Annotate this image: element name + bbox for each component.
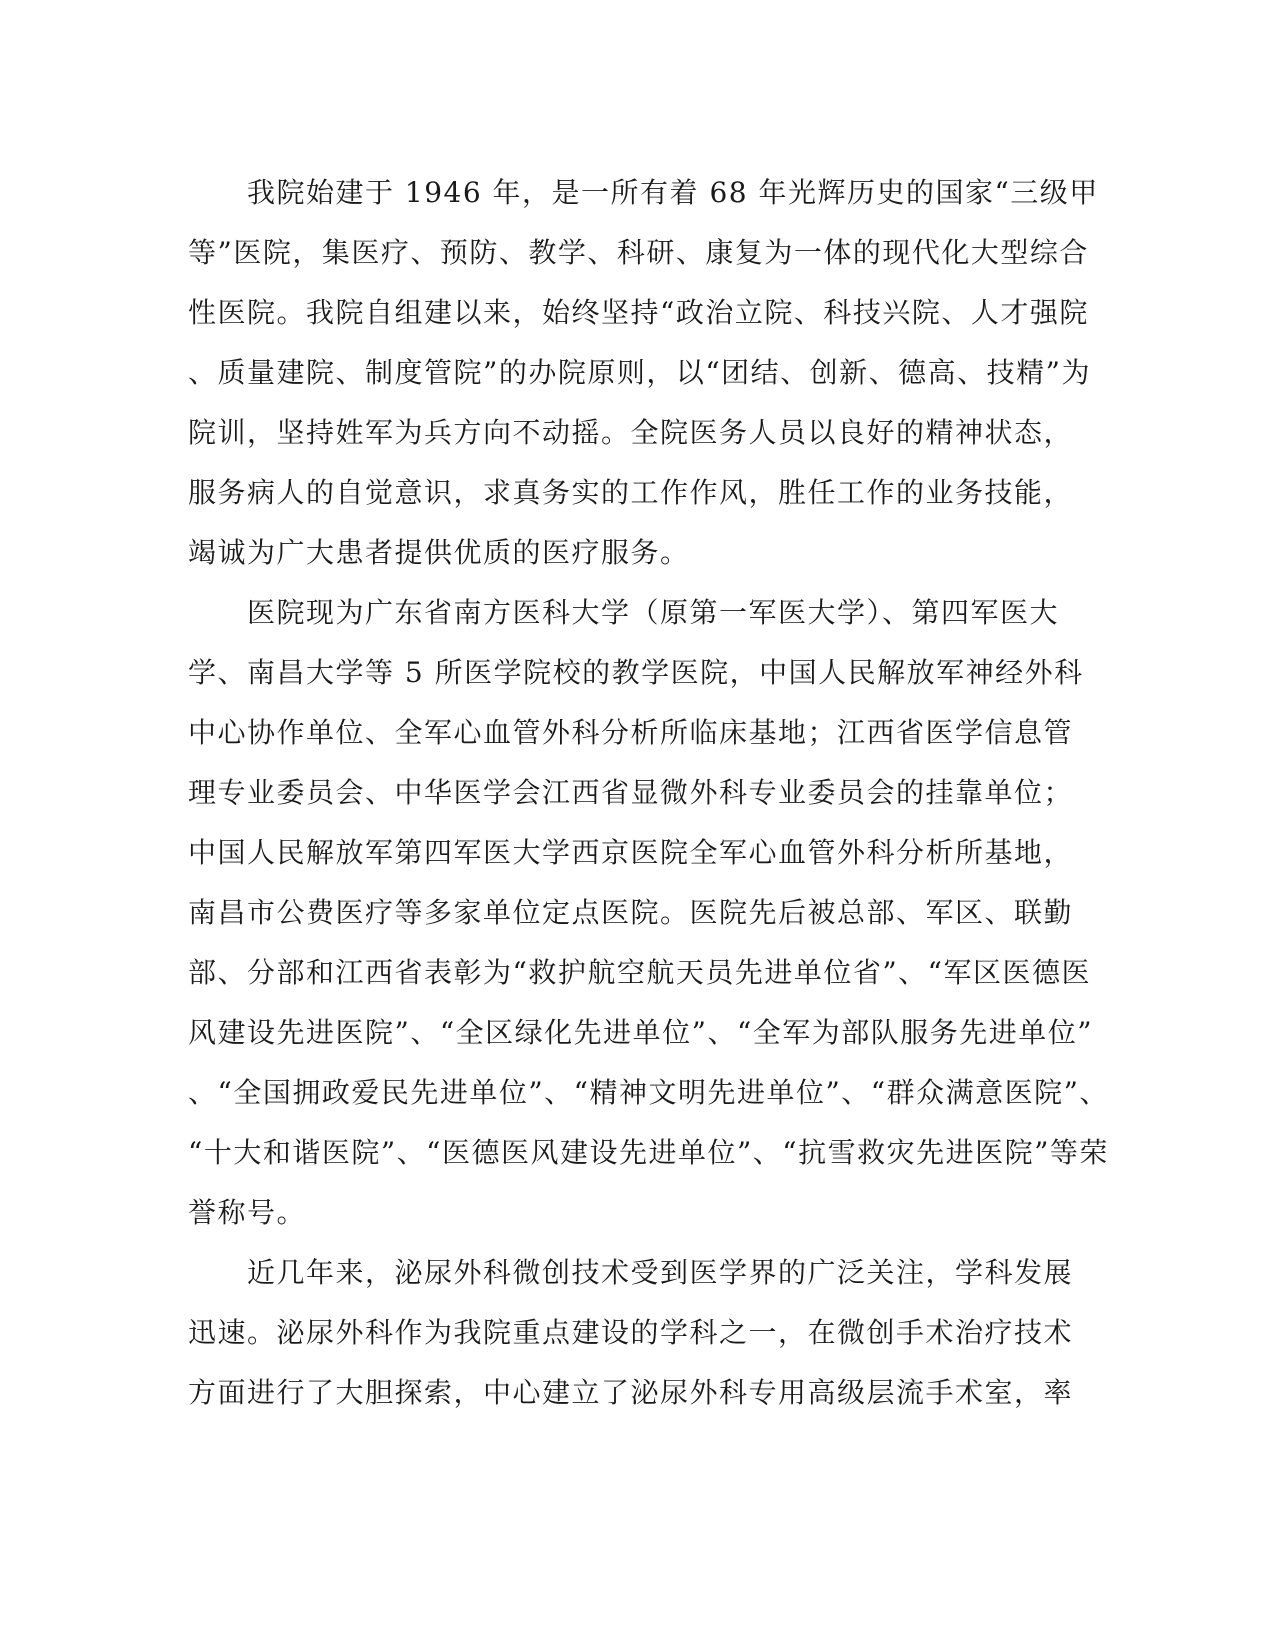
text-line: 南昌市公费医疗等多家单位定点医院。医院先后被总部、军区、联勤 (188, 896, 1074, 929)
text-line: 风建设先进医院”、“全区绿化先进单位”、“全军为部队服务先进单位” (188, 1016, 1094, 1049)
text-line: 等”医院，集医疗、预防、教学、科研、康复为一体的现代化大型综合 (188, 236, 1089, 269)
document-body (188, 163, 1109, 1423)
text-line: 理专业委员会、中华医学会江西省显微外科专业委员会的挂靠单位； (188, 776, 1074, 809)
text-line: 誉称号。 (188, 1196, 307, 1229)
text-line: 院训，坚持姓军为兵方向不动摇。全院医务人员以良好的精神状态， (188, 416, 1074, 449)
text-line: 竭诚为广大患者提供优质的医疗服务。 (188, 536, 690, 569)
text-line: 性医院。我院自组建以来，始终坚持“政治立院、科技兴院、人才强院 (188, 296, 1089, 329)
text-line: 学、南昌大学等 5 所医学院校的教学医院，中国人民解放军神经外科 (188, 656, 1084, 689)
text-line: “十大和谐医院”、“医德医风建设先进单位”、“抗雪救灾先进医院”等荣 (188, 1136, 1109, 1169)
text-line: 服务病人的自觉意识，求真务实的工作作风，胜任工作的业务技能， (188, 476, 1074, 509)
paragraph-urology-development (188, 1243, 1088, 1423)
text-line: 医院现为广东省南方医科大学（原第一军医大学）、第四军医大 (188, 596, 1060, 629)
text-line: 中心协作单位、全军心血管外科分析所临床基地；江西省医学信息管 (188, 716, 1074, 749)
text-line: 迅速。泌尿外科作为我院重点建设的学科之一，在微创手术治疗技术 (188, 1316, 1074, 1349)
text-line: 部、分部和江西省表彰为“救护航空航天员先进单位省”、“军区医德医 (188, 956, 1091, 989)
text-line: 中国人民解放军第四军医大学西京医院全军心血管外科分析所基地， (188, 836, 1074, 869)
paragraph-hospital-history (188, 163, 1099, 583)
text-line: 方面进行了大胆探索，中心建立了泌尿外科专用高级层流手术室，率 (188, 1376, 1074, 1409)
text-line: 、“全国拥政爱民先进单位”、“精神文明先进单位”、“群众满意医院”、 (188, 1076, 1109, 1109)
paragraph-hospital-honors (188, 583, 1109, 1243)
text-line: 近几年来，泌尿外科微创技术受到医学界的广泛关注，学科发展 (188, 1256, 1074, 1289)
text-line: 、质量建院、制度管院”的办院原则，以“团结、创新、德高、技精”为 (188, 356, 1091, 389)
text-line: 我院始建于 1946 年，是一所有着 68 年光辉历史的国家“三级甲 (188, 176, 1099, 209)
